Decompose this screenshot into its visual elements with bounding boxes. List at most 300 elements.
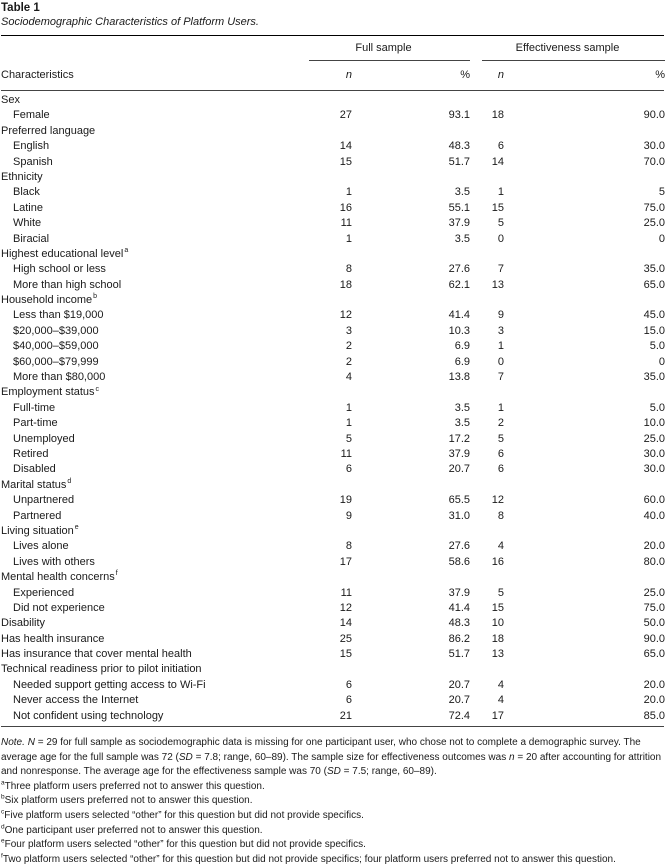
- eff-n-cell: [470, 524, 548, 539]
- note-n-symbol-2: n: [509, 751, 515, 763]
- footnote: [1, 853, 664, 867]
- characteristics-header: Characteristics: [1, 69, 74, 81]
- full-n-cell: 11: [340, 217, 352, 230]
- eff-n-cell: 18: [491, 632, 504, 645]
- row-label-text: Did not experience: [13, 601, 105, 614]
- full-pct-cell: 31.0: [448, 509, 470, 522]
- table-row: [1, 709, 664, 724]
- full-pct-cell: 3.5: [454, 417, 470, 430]
- eff-pct-cell: 40.0: [643, 509, 665, 522]
- table-row: [1, 139, 664, 154]
- table-row: [1, 170, 664, 185]
- eff-n-cell: [470, 93, 548, 108]
- row-label: [1, 278, 297, 293]
- eff-pct-cell: 75.0: [643, 201, 665, 214]
- row-label-text: English: [13, 140, 50, 153]
- full-n-cell: 5: [345, 432, 352, 445]
- row-label-text: Mental health concerns: [1, 571, 115, 584]
- eff-pct-cell: 5.0: [649, 340, 665, 353]
- full-pct-cell: 3.5: [454, 232, 470, 245]
- row-label-text: Disability: [1, 617, 46, 630]
- table-row: [1, 432, 664, 447]
- eff-n-cell: 17: [491, 709, 504, 722]
- eff-pct-cell: [548, 662, 665, 677]
- row-label-text: Technical readiness prior to pilot initiation: [1, 663, 202, 676]
- table-row: [1, 93, 664, 108]
- eff-pct-cell: 90.0: [643, 109, 665, 122]
- row-label: [1, 308, 297, 323]
- row-label: [1, 478, 297, 493]
- row-label: [1, 139, 297, 154]
- full-pct-cell: [358, 170, 470, 185]
- table-row: [1, 401, 664, 416]
- row-label: [1, 108, 297, 123]
- full-pct-cell: 6.9: [454, 340, 470, 353]
- full-pct-cell: 20.7: [448, 694, 470, 707]
- table-row: [1, 293, 664, 308]
- eff-pct-cell: [548, 93, 665, 108]
- full-n-cell: [297, 247, 358, 262]
- full-n-cell: 12: [339, 309, 352, 322]
- eff-n-cell: 18: [491, 109, 504, 122]
- full-pct-cell: 55.1: [448, 201, 470, 214]
- full-n-cell: 14: [339, 140, 352, 153]
- footnote: [1, 794, 664, 809]
- eff-n-cell: 3: [497, 324, 504, 337]
- row-label-text: Latine: [13, 201, 43, 214]
- table-row: [1, 155, 664, 170]
- eff-pct-cell: 5.0: [649, 401, 665, 414]
- eff-pct-cell: [548, 247, 665, 262]
- eff-n-cell: 0: [497, 355, 504, 368]
- row-label: [1, 586, 297, 601]
- full-pct-header: %: [460, 69, 470, 81]
- eff-n-header: n: [497, 69, 504, 81]
- row-label: [1, 570, 297, 585]
- footnote-text: Three platform users preferred not to answer this question.: [4, 780, 265, 792]
- table-row: [1, 616, 664, 631]
- footnote-mark: e: [1, 837, 5, 845]
- eff-pct-cell: 70.0: [643, 155, 665, 168]
- full-n-cell: [297, 170, 358, 185]
- eff-n-cell: [470, 247, 548, 262]
- full-n-cell: 17: [339, 555, 352, 568]
- row-label-text: Black: [13, 186, 40, 199]
- row-label: [1, 416, 297, 431]
- eff-pct-cell: 0: [658, 232, 665, 245]
- row-label-text: More than high school: [13, 278, 122, 291]
- full-n-cell: 8: [345, 540, 352, 553]
- full-pct-cell: [358, 293, 470, 308]
- full-n-cell: [297, 478, 358, 493]
- eff-pct-cell: [548, 385, 665, 400]
- row-label-text: White: [13, 217, 42, 230]
- full-pct-cell: 65.5: [448, 494, 470, 507]
- full-n-cell: [297, 93, 358, 108]
- footnote-marker: c: [95, 385, 100, 393]
- eff-n-cell: [470, 662, 548, 677]
- footnote-marker: a: [124, 247, 129, 255]
- row-label-text: High school or less: [13, 263, 106, 276]
- eff-n-cell: 15: [491, 201, 504, 214]
- full-pct-cell: 20.7: [448, 463, 470, 476]
- eff-n-cell: [470, 570, 548, 585]
- row-label-text: Lives with others: [13, 555, 95, 568]
- eff-pct-cell: 20.0: [643, 694, 665, 707]
- row-label-text: Not confident using technology: [13, 709, 164, 722]
- footnote-marker: f: [115, 570, 118, 578]
- full-pct-cell: [358, 124, 470, 139]
- footnote-text: One participant user preferred not to answer this question.: [4, 824, 263, 836]
- footnote-text: Six platform users preferred not to answer this question.: [4, 795, 253, 807]
- row-label-text: $20,000–$39,000: [13, 324, 99, 337]
- row-label-text: Needed support getting access to Wi-Fi: [13, 678, 206, 691]
- row-label: [1, 247, 297, 262]
- row-label: [1, 155, 297, 170]
- eff-pct-cell: 65.0: [643, 278, 665, 291]
- full-pct-cell: 41.4: [448, 601, 470, 614]
- eff-pct-cell: 65.0: [643, 648, 665, 661]
- table-row: [1, 555, 664, 570]
- eff-n-cell: 4: [497, 694, 504, 707]
- table-notes: [1, 736, 664, 867]
- table-row: [1, 308, 664, 323]
- footnote-text: Four platform users selected “other” for this question but did not provide specifics.: [4, 839, 366, 851]
- row-label: [1, 170, 297, 185]
- eff-n-cell: 5: [497, 217, 504, 230]
- full-n-cell: 16: [339, 201, 352, 214]
- full-pct-cell: 37.9: [448, 447, 470, 460]
- eff-n-cell: [470, 124, 548, 139]
- row-label: [1, 662, 297, 677]
- row-label: [1, 293, 297, 308]
- row-label-text: Female: [13, 109, 50, 122]
- footnotes-list: [1, 780, 664, 867]
- eff-pct-cell: [548, 570, 665, 585]
- row-label: [1, 232, 297, 247]
- row-label: [1, 385, 297, 400]
- full-pct-cell: [358, 385, 470, 400]
- row-label: [1, 216, 297, 231]
- row-label: [1, 616, 297, 631]
- note-text-1: = 29 for full sample as sociodemographic data is missing for one participant user, who chose not to complete a demographic survey. The average age for the full sample was 72 (: [1, 737, 641, 763]
- eff-pct-cell: [548, 524, 665, 539]
- eff-n-cell: [470, 478, 548, 493]
- eff-pct-cell: 0: [658, 355, 665, 368]
- eff-n-cell: 6: [497, 140, 504, 153]
- table-row: [1, 216, 664, 231]
- full-pct-cell: 27.6: [448, 263, 470, 276]
- eff-pct-cell: 60.0: [643, 494, 665, 507]
- full-n-cell: 8: [345, 263, 352, 276]
- full-sample-header: Full sample: [355, 42, 412, 54]
- eff-n-cell: 9: [497, 309, 504, 322]
- row-label: [1, 401, 297, 416]
- table-row: [1, 247, 664, 262]
- eff-pct-cell: 5: [658, 186, 665, 199]
- row-label-text: Employment status: [1, 386, 95, 399]
- full-pct-cell: 17.2: [448, 432, 470, 445]
- row-label: [1, 185, 297, 200]
- row-label: [1, 709, 297, 724]
- footnote: [1, 824, 664, 839]
- eff-pct-cell: 20.0: [643, 540, 665, 553]
- full-n-cell: 25: [339, 632, 352, 645]
- full-n-cell: 2: [345, 355, 352, 368]
- eff-n-cell: 0: [497, 232, 504, 245]
- full-n-cell: 15: [339, 155, 352, 168]
- note-sd-symbol-1: SD: [178, 751, 193, 763]
- full-pct-cell: 51.7: [448, 155, 470, 168]
- footnote-mark: f: [1, 852, 3, 860]
- table-row: [1, 662, 664, 677]
- row-label: [1, 462, 297, 477]
- row-label: [1, 493, 297, 508]
- table-row: [1, 108, 664, 123]
- eff-pct-cell: 85.0: [643, 709, 665, 722]
- full-n-cell: 9: [345, 509, 352, 522]
- row-label-text: $60,000–$79,999: [13, 355, 99, 368]
- table-row: [1, 493, 664, 508]
- table-row: [1, 647, 664, 662]
- eff-pct-cell: 75.0: [643, 601, 665, 614]
- full-pct-cell: [358, 524, 470, 539]
- row-label-text: Part-time: [13, 417, 58, 430]
- full-pct-cell: 13.8: [448, 371, 470, 384]
- full-n-cell: [297, 293, 358, 308]
- table-label: Table 1: [1, 2, 40, 14]
- table-row: [1, 232, 664, 247]
- row-label-text: Never access the Internet: [13, 694, 139, 707]
- full-pct-cell: 72.4: [448, 709, 470, 722]
- full-pct-cell: 48.3: [448, 617, 470, 630]
- full-n-cell: 3: [345, 324, 352, 337]
- eff-n-cell: 13: [491, 648, 504, 661]
- table-row: [1, 693, 664, 708]
- eff-pct-cell: 25.0: [643, 432, 665, 445]
- eff-n-cell: 6: [497, 463, 504, 476]
- eff-n-cell: [470, 170, 548, 185]
- full-pct-cell: 20.7: [448, 678, 470, 691]
- eff-n-cell: 5: [497, 586, 504, 599]
- eff-n-cell: 13: [491, 278, 504, 291]
- eff-n-cell: [470, 293, 548, 308]
- eff-pct-cell: 35.0: [643, 371, 665, 384]
- full-n-cell: 6: [345, 694, 352, 707]
- full-n-cell: 18: [339, 278, 352, 291]
- row-label: [1, 601, 297, 616]
- row-label-text: Partnered: [13, 509, 62, 522]
- table-caption: Sociodemographic Characteristics of Platform Users.: [1, 16, 259, 28]
- footnote-mark: c: [1, 808, 5, 816]
- table-row: [1, 539, 664, 554]
- full-pct-cell: 10.3: [448, 324, 470, 337]
- row-label-text: Disabled: [13, 463, 56, 476]
- eff-n-cell: 8: [497, 509, 504, 522]
- table-row: [1, 370, 664, 385]
- full-pct-cell: 37.9: [448, 586, 470, 599]
- eff-n-cell: 6: [497, 447, 504, 460]
- row-label-text: Marital status: [1, 478, 67, 491]
- full-n-cell: 12: [339, 601, 352, 614]
- table-row: [1, 632, 664, 647]
- eff-n-cell: 7: [497, 371, 504, 384]
- eff-pct-cell: [548, 124, 665, 139]
- eff-n-cell: 5: [497, 432, 504, 445]
- full-pct-cell: [358, 93, 470, 108]
- note-text-3: = 20 after accounting for attrition and nonresponse. The average age for the effectiveness sample was 70 (: [1, 751, 662, 778]
- full-pct-cell: [358, 570, 470, 585]
- full-pct-cell: 93.1: [448, 109, 470, 122]
- eff-n-cell: 16: [491, 555, 504, 568]
- table-row: [1, 524, 664, 539]
- full-n-cell: 6: [345, 463, 352, 476]
- full-pct-cell: 51.7: [448, 648, 470, 661]
- full-n-cell: 1: [345, 417, 352, 430]
- full-pct-cell: 48.3: [448, 140, 470, 153]
- table-row: [1, 324, 664, 339]
- row-label: [1, 201, 297, 216]
- table-row: [1, 278, 664, 293]
- table-row: [1, 339, 664, 354]
- row-label: [1, 632, 297, 647]
- eff-n-cell: 4: [497, 540, 504, 553]
- row-label-text: Less than $19,000: [13, 309, 104, 322]
- row-label: [1, 678, 297, 693]
- group-header-row: [1, 36, 664, 60]
- row-label: [1, 124, 297, 139]
- row-label-text: Sex: [1, 94, 20, 106]
- eff-pct-cell: 45.0: [643, 309, 665, 322]
- full-pct-cell: [358, 662, 470, 677]
- row-label-text: More than $80,000: [13, 371, 106, 384]
- full-n-header: n: [345, 69, 352, 81]
- main-note: [1, 736, 664, 780]
- table-row: [1, 601, 664, 616]
- full-pct-cell: 3.5: [454, 186, 470, 199]
- row-label-text: Household income: [1, 294, 93, 307]
- footnote: [1, 780, 664, 795]
- table-row: [1, 447, 664, 462]
- row-label-text: Unpartnered: [13, 494, 75, 507]
- eff-pct-cell: 30.0: [643, 140, 665, 153]
- eff-n-cell: 10: [491, 617, 504, 630]
- eff-pct-cell: 50.0: [643, 617, 665, 630]
- eff-pct-cell: 30.0: [643, 447, 665, 460]
- full-n-cell: 1: [345, 401, 352, 414]
- row-label-text: Lives alone: [13, 540, 69, 553]
- effectiveness-sample-header: Effectiveness sample: [515, 42, 620, 54]
- footnote: [1, 809, 664, 824]
- full-n-cell: [297, 385, 358, 400]
- full-pct-cell: [358, 247, 470, 262]
- footnote-mark: b: [1, 794, 5, 802]
- row-label: [1, 447, 297, 462]
- full-n-cell: [297, 662, 358, 677]
- row-label-text: Experienced: [13, 586, 75, 599]
- eff-pct-cell: 25.0: [643, 217, 665, 230]
- table-row: [1, 185, 664, 200]
- eff-pct-cell: 90.0: [643, 632, 665, 645]
- full-n-cell: 11: [340, 586, 352, 599]
- row-label: [1, 432, 297, 447]
- full-n-cell: [297, 570, 358, 585]
- table-row: [1, 570, 664, 585]
- note-text-4: = 7.5; range, 60–89).: [340, 766, 437, 778]
- table-row: [1, 478, 664, 493]
- eff-n-cell: 12: [491, 494, 504, 507]
- full-n-cell: 15: [339, 648, 352, 661]
- full-n-cell: 1: [345, 186, 352, 199]
- eff-pct-cell: 35.0: [643, 263, 665, 276]
- table-row: [1, 262, 664, 277]
- full-n-cell: 2: [345, 340, 352, 353]
- full-n-cell: 19: [339, 494, 352, 507]
- footnote-mark: a: [1, 779, 5, 787]
- full-n-cell: [297, 124, 358, 139]
- column-header-row: [1, 60, 664, 90]
- footnote-marker: d: [67, 478, 72, 486]
- row-label: [1, 647, 297, 662]
- table-row: [1, 355, 664, 370]
- full-n-cell: 11: [340, 447, 352, 460]
- note-sd-symbol-2: SD: [326, 766, 341, 778]
- row-label-text: $40,000–$59,000: [13, 340, 99, 353]
- eff-pct-cell: [548, 478, 665, 493]
- row-label-text: Full-time: [13, 401, 56, 414]
- full-n-cell: 1: [345, 232, 352, 245]
- note-text-2: = 7.8; range, 60–89). The sample size for effectiveness outcomes was: [192, 751, 509, 763]
- row-label: [1, 262, 297, 277]
- row-label: [1, 693, 297, 708]
- row-label: [1, 324, 297, 339]
- eff-pct-cell: 25.0: [643, 586, 665, 599]
- eff-n-cell: 14: [491, 155, 504, 168]
- full-pct-cell: 41.4: [448, 309, 470, 322]
- eff-n-cell: [470, 385, 548, 400]
- row-label-text: Biracial: [13, 232, 50, 245]
- eff-n-cell: 1: [497, 340, 504, 353]
- row-label: [1, 524, 297, 539]
- eff-n-cell: 1: [497, 186, 504, 199]
- row-label-text: Retired: [13, 447, 49, 460]
- row-label-text: Ethnicity: [1, 170, 43, 183]
- eff-pct-cell: [548, 170, 665, 185]
- full-n-cell: 4: [345, 371, 352, 384]
- full-pct-cell: [358, 478, 470, 493]
- table-row: [1, 586, 664, 601]
- eff-n-cell: 15: [491, 601, 504, 614]
- table-row: [1, 678, 664, 693]
- row-label: [1, 93, 297, 108]
- row-label-text: Highest educational level: [1, 247, 124, 260]
- table-row: [1, 385, 664, 400]
- row-label-text: Preferred language: [1, 124, 96, 137]
- eff-pct-header: %: [655, 69, 665, 81]
- footnote: [1, 838, 664, 853]
- row-label: [1, 355, 297, 370]
- table-row: [1, 509, 664, 524]
- eff-pct-cell: 30.0: [643, 463, 665, 476]
- footnote-mark: d: [1, 823, 5, 831]
- full-pct-cell: 3.5: [454, 401, 470, 414]
- full-n-cell: 14: [339, 617, 352, 630]
- note-n-symbol: N: [27, 737, 35, 749]
- row-label: [1, 509, 297, 524]
- row-label-text: Has insurance that cover mental health: [1, 648, 192, 661]
- row-label-text: Unemployed: [13, 432, 75, 445]
- row-label-text: Spanish: [13, 155, 53, 168]
